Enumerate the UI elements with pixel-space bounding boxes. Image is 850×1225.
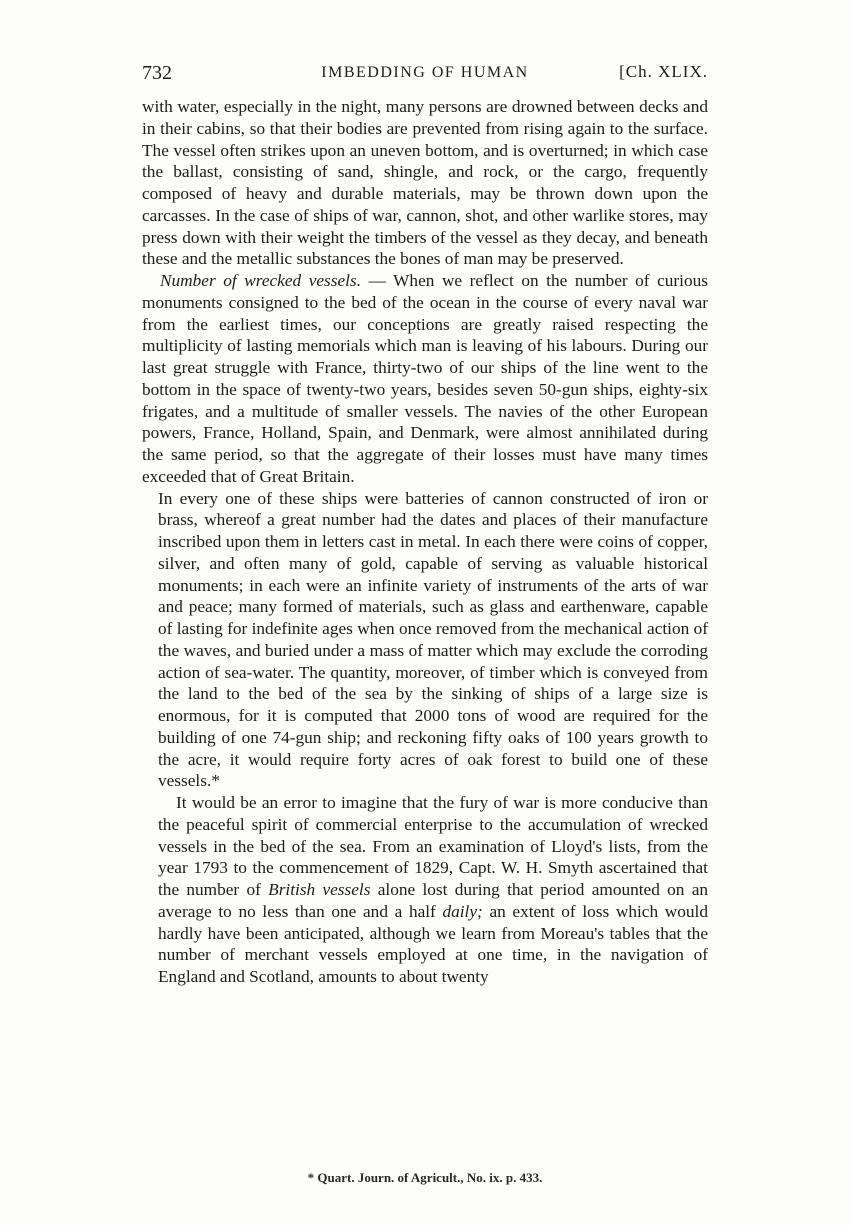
paragraph-text: an extent of loss which would hardly have been anticipated, although we learn from Moreau's tables that the number of merchant vessels employed at one time, in the navigation of England and Scotland, amounts to about twenty	[158, 901, 708, 986]
running-head	[142, 62, 708, 90]
paragraph-continuation-ships: In every one of these ships were batteries of cannon constructed of iron or brass, whereof a great number had the dates and places of their manufacture inscribed upon them in letters cast in metal. In each there were coins of copper, silver, and often many of gold, capable of serving as valuable historical monuments; in each were an infinite variety of instruments of the arts of war and peace; many formed of materials, such as glass and earthenware, capable of lasting for indefinite ages when once removed from the mechanical action of the waves, and buried under a mass of matter which may exclude the corroding action of sea-water. The quantity, moreover, of timber which is conveyed from the land to the bed of the sea by the sinking of ships of a large size is enormous, for it is computed that 2000 tons of wood are required for the building of one 74-gun ship; and reckoning fifty oaks of 100 years growth to the acre, it would require forty acres of oak forest to build one of these vessels.*	[158, 488, 708, 791]
lower-text-block	[158, 488, 708, 988]
running-title: IMBEDDING OF HUMAN	[321, 64, 529, 81]
paragraph-continuation: with water, especially in the night, many persons are drowned between decks and in their cabins, so that their bodies are prevented from rising again to the surface. The vessel often strikes upon an uneven bottom, and is overturned; in which case the ballast, consisting of sand, shingle, and rock, or the cargo, frequently composed of heavy and durable materials, may be thrown down upon the carcasses. In the case of ships of war, cannon, shot, and other warlike stores, may press down with their weight the timbers of the vessel as they decay, and beneath these and the metallic substances the bones of man may be preserved.	[142, 97, 708, 269]
paragraph-text: It would be an error to imagine that the fury of war is more conducive than the peaceful spirit of commercial enterprise to the accumulation of wrecked vessels in the bed of the sea. From an examination of Lloyd's lists, from the year 1793 to the commencement of 1829, Capt. W. H. Smyth ascertained that the number of	[158, 793, 708, 899]
page-number: 732	[142, 62, 172, 84]
chapter-reference: [Ch. XLIX.	[619, 62, 708, 81]
italic-phrase: British vessels	[268, 880, 371, 899]
section-heading: Number of wrecked vessels.	[160, 271, 362, 290]
heading-dash: —	[361, 271, 394, 290]
paragraph-text: alone lost during that period amounted on an average to no less than one and a half	[158, 880, 709, 921]
footnote: * Quart. Journ. of Agricult., No. ix. p. 433.	[307, 1170, 543, 1185]
paragraph-wrecked-vessels	[142, 270, 708, 488]
paragraph-text: When we reflect on the number of curious monuments consigned to the bed of the ocean in the course of every naval war from the earliest times, our conceptions are greatly raised respecting the multiplicity of lasting memorials which man is leaving of his labours. During our last great struggle with France, thirty-two of our ships of the line went to the bottom in the space of twenty-two years, besides seven 50-gun ships, eighty-six frigates, and a multitude of smaller vessels. The navies of the other European powers, France, Holland, Spain, and Denmark, were almost annihilated during the same period, so that the aggregate of their losses must have many times exceeded that of Great Britain.	[142, 271, 708, 486]
italic-phrase: daily;	[442, 901, 483, 921]
paragraph-commerce	[158, 792, 708, 988]
body-text	[142, 96, 708, 988]
